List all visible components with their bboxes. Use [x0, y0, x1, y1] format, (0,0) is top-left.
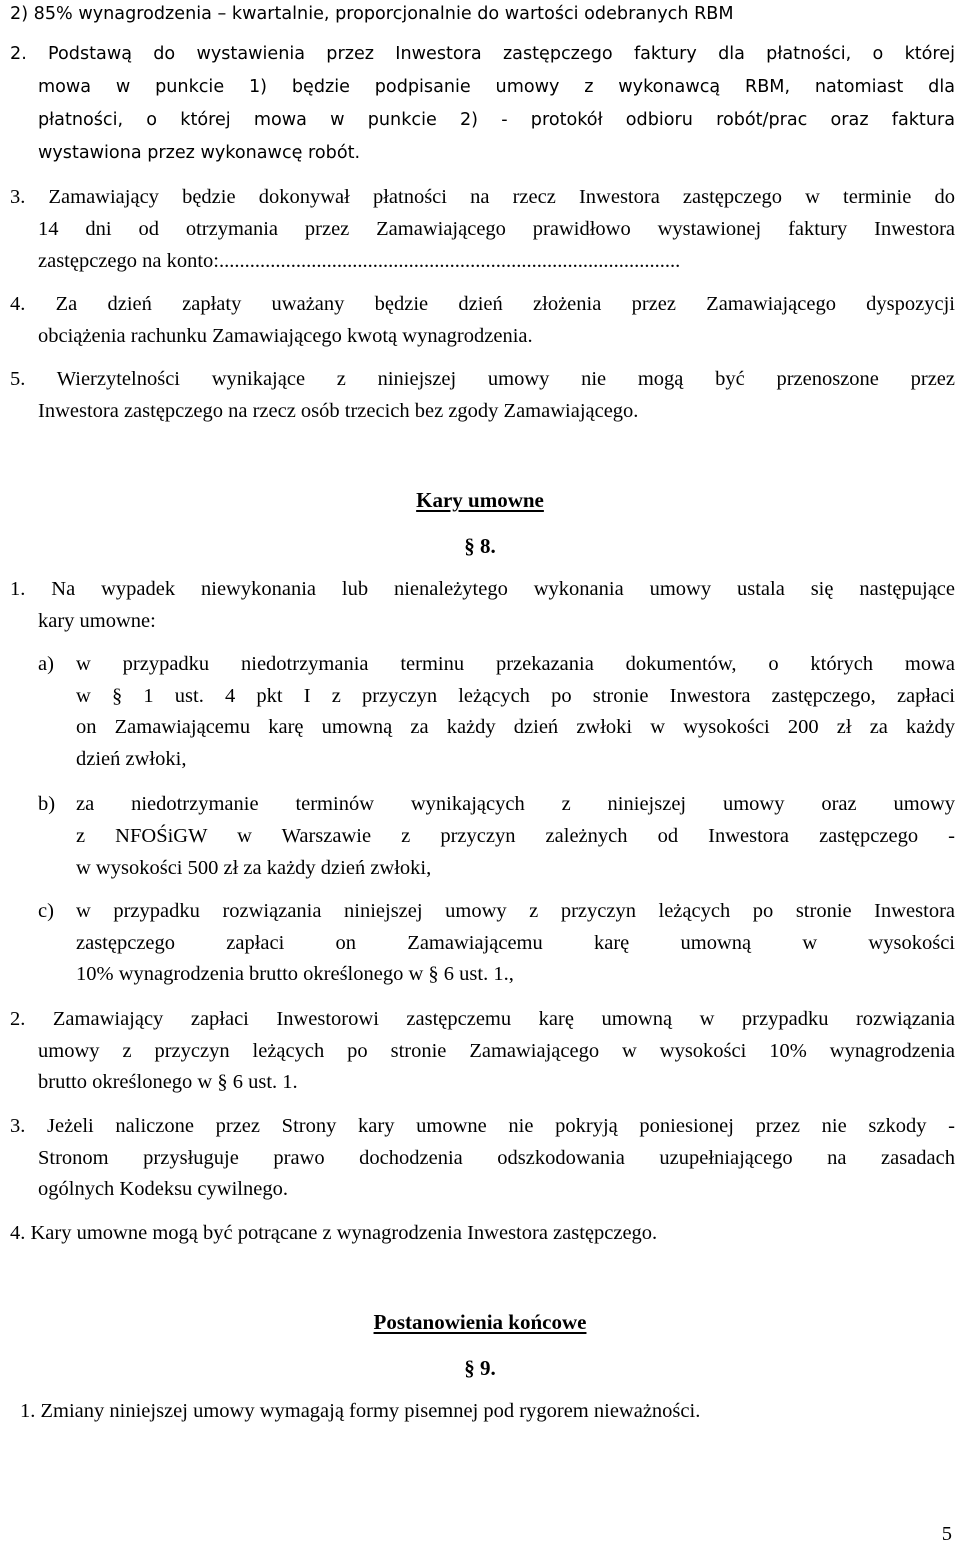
item-line: brutto określonego w § 6 ust. 1. [38, 1071, 298, 1093]
paragraph-4-line: 4. Za dzień zapłaty uważany będzie dzień złożenia przez Zamawiającego dyspozycji [10, 293, 955, 315]
paragraph-4-line: obciążenia rachunku Zamawiającego kwotą wynagrodzenia. [38, 325, 533, 347]
subitem-line: w § 1 ust. 4 pkt I z przyczyn leżących po stronie Inwestora zastępczego, zapłaci [76, 685, 955, 707]
subitem-line: zastępczego zapłaci on Zamawiającemu karę umowną w wysokości [76, 932, 955, 954]
paragraph-2-line: wystawiona przez wykonawcę robót. [38, 143, 361, 163]
subitem-label: b) [38, 793, 56, 815]
item-line: 4. Kary umowne mogą być potrącane z wynagrodzenia Inwestora zastępczego. [10, 1222, 658, 1244]
item-line: ogólnych Kodeksu cywilnego. [38, 1178, 288, 1200]
subitem-label: a) [38, 653, 54, 675]
page-number: 5 [941, 1523, 952, 1545]
paragraph-2-line: mowa w punkcie 1) będzie podpisanie umowy z wykonawcą RBM, natomiast dla [38, 77, 955, 97]
section-title-kary-umowne: Kary umowne [416, 488, 544, 512]
item-line: Stronom przysługuje prawo dochodzenia odszkodowania uzupełniającego na zasadach [38, 1147, 955, 1169]
paragraph-2-line: płatności, o której mowa w punkcie 2) - protokół odbioru robót/prac oraz faktura [38, 110, 955, 130]
subitem-line: z NFOŚiGW w Warszawie z przyczyn zależnych od Inwestora zastępczego - [76, 825, 955, 847]
paragraph-5-line: 5. Wierzytelności wynikające z niniejszej umowy nie mogą być przenoszone przez [10, 368, 955, 390]
section-title-postanowienia-koncowe: Postanowienia końcowe [373, 1310, 587, 1334]
subitem-label: c) [38, 900, 54, 922]
subitem-line: dzień zwłoki, [76, 748, 187, 770]
subitem-line: w wysokości 500 zł za każdy dzień zwłoki, [76, 857, 432, 879]
paragraph-3-line: zastępczego na konto:.......................................................................................... [38, 250, 681, 272]
item-line: umowy z przyczyn leżących po stronie Zamawiającego w wysokości 10% wynagrodzenia [38, 1040, 955, 1062]
paragraph-5-line: Inwestora zastępczego na rzecz osób trzecich bez zgody Zamawiającego. [38, 400, 639, 422]
paragraph-3-line: 14 dni od otrzymania przez Zamawiającego prawidłowo wystawionej faktury Inwestora [38, 218, 955, 240]
section-9-item-1: 1. Zmiany niniejszej umowy wymagają formy pisemnej pod rygorem nieważności. [20, 1400, 701, 1422]
subitem-line: w przypadku rozwiązania niniejszej umowy z przyczyn leżących po stronie Inwestora [76, 900, 955, 922]
item-line: 1. Na wypadek niewykonania lub nienależytego wykonania umowy ustala się następujące [10, 578, 955, 600]
section-number-8: § 8. [464, 534, 496, 558]
payment-item-2: 2) 85% wynagrodzenia – kwartalnie, proporcjonalnie do wartości odebranych RBM [10, 4, 734, 24]
section-number-9: § 9. [464, 1356, 496, 1380]
paragraph-3-line: 3. Zamawiający będzie dokonywał płatności na rzecz Inwestora zastępczego w terminie do [10, 186, 955, 208]
subitem-line: za niedotrzymanie terminów wynikających z niniejszej umowy oraz umowy [76, 793, 955, 815]
subitem-line: 10% wynagrodzenia brutto określonego w § 6 ust. 1., [76, 963, 514, 985]
item-line: kary umowne: [38, 610, 156, 632]
paragraph-2-line: 2. Podstawą do wystawienia przez Inwestora zastępczego faktury dla płatności, o której [10, 44, 955, 64]
subitem-line: w przypadku niedotrzymania terminu przekazania dokumentów, o których mowa [76, 653, 955, 675]
item-line: 2. Zamawiający zapłaci Inwestorowi zastępczemu karę umowną w przypadku rozwiązania [10, 1008, 955, 1030]
item-line: 3. Jeżeli naliczone przez Strony kary umowne nie pokryją poniesionej przez nie szkody - [10, 1115, 955, 1137]
subitem-line: on Zamawiającemu karę umowną za każdy dzień zwłoki w wysokości 200 zł za każdy [76, 716, 955, 738]
